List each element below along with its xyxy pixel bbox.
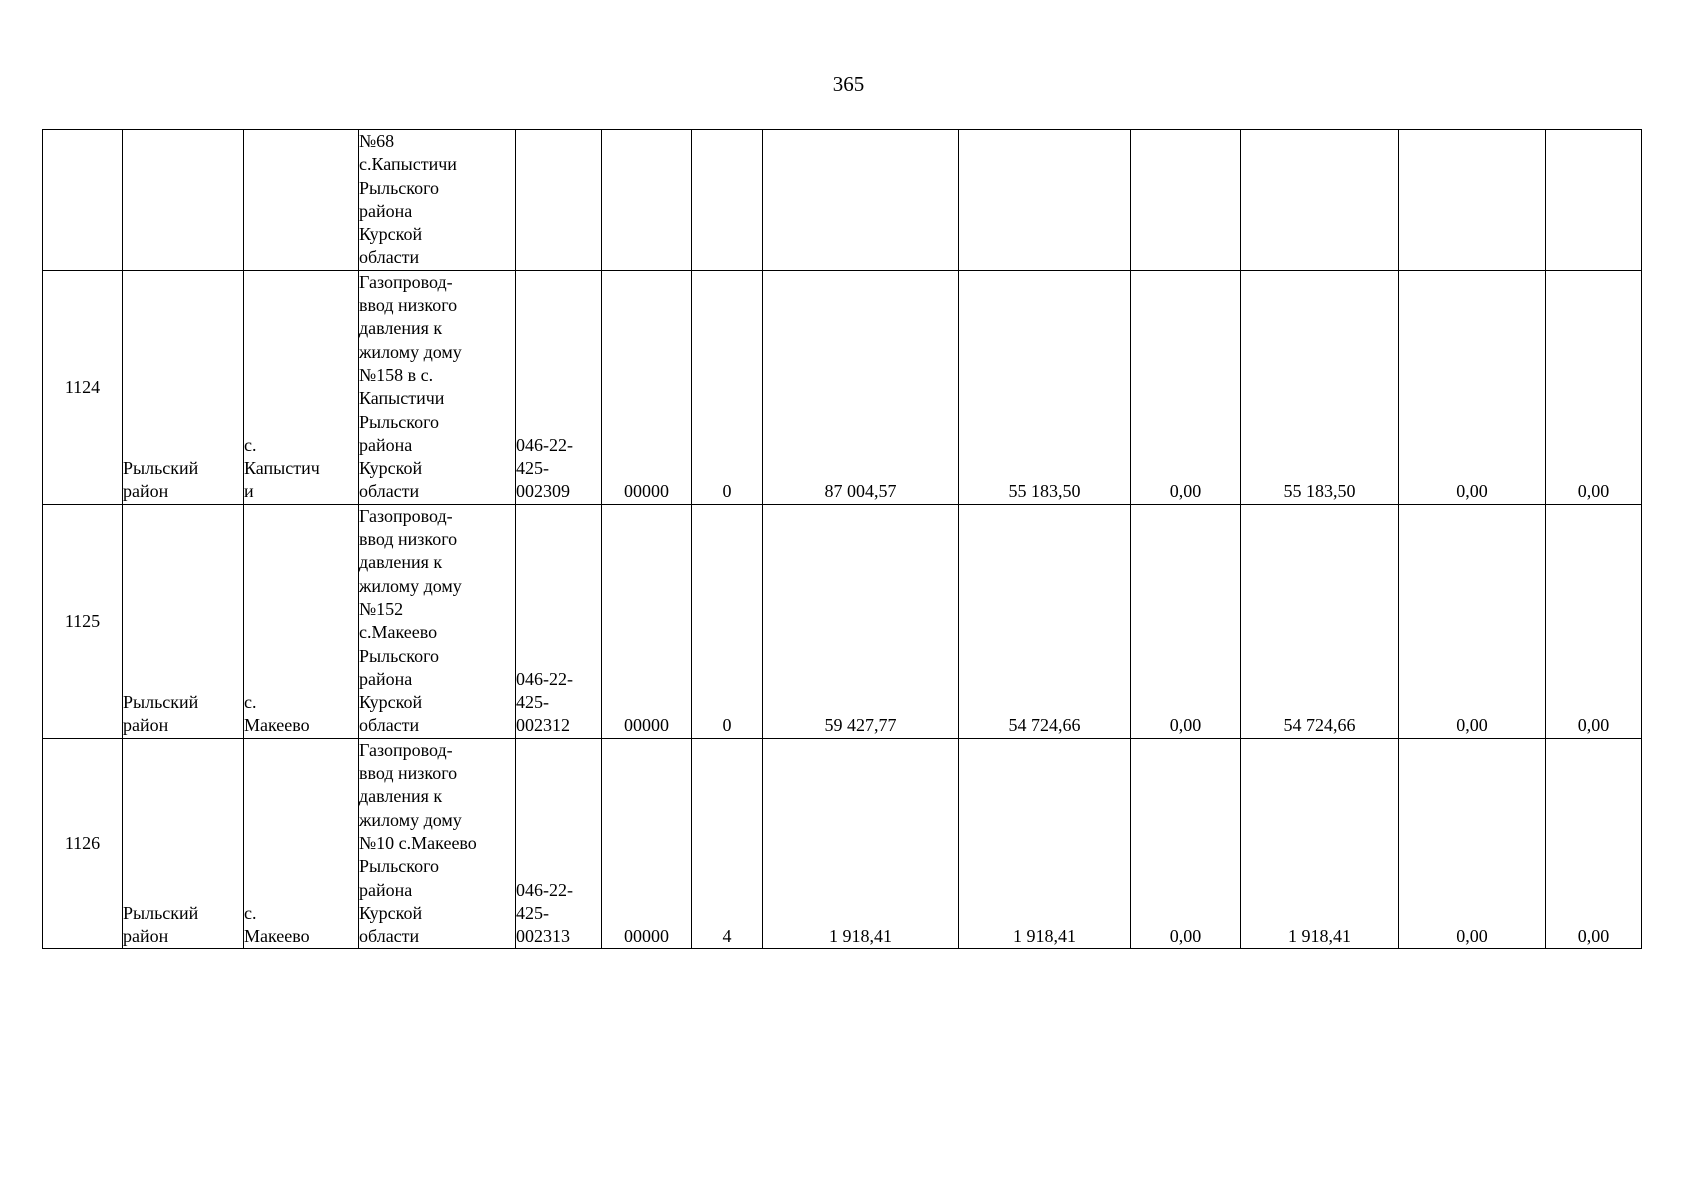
cell-code: 00000 [602, 738, 692, 949]
cell-value-2: 1 918,41 [959, 738, 1131, 949]
cell-value-5: 0,00 [1399, 270, 1546, 504]
cell-description: Газопровод- ввод низкого давления к жилому дому №158 в с. Капыстичи Рыльского района Курской области [359, 270, 516, 504]
cell-value-2: 55 183,50 [959, 270, 1131, 504]
cell-code: 00000 [602, 504, 692, 738]
cell-settlement [244, 130, 359, 271]
cell-value-6: 0,00 [1546, 738, 1642, 949]
cell-settlement: с. Макеево [244, 504, 359, 738]
cell-value-5 [1399, 130, 1546, 271]
cell-settlement: с. Макеево [244, 738, 359, 949]
cell-value-3: 0,00 [1131, 504, 1241, 738]
cell-count: 0 [692, 504, 763, 738]
cell-description: Газопровод- ввод низкого давления к жилому дому №10 с.Макеево Рыльского района Курской области [359, 738, 516, 949]
cell-value-4: 54 724,66 [1241, 504, 1399, 738]
cell-cadastral: 046-22- 425- 002309 [516, 270, 602, 504]
cell-cadastral [516, 130, 602, 271]
cell-num [43, 130, 123, 271]
cell-value-3: 0,00 [1131, 738, 1241, 949]
cell-value-1: 59 427,77 [763, 504, 959, 738]
cell-count: 4 [692, 738, 763, 949]
table-row [43, 738, 1642, 949]
cell-cadastral: 046-22- 425- 002312 [516, 504, 602, 738]
cell-value-1: 1 918,41 [763, 738, 959, 949]
cell-value-4 [1241, 130, 1399, 271]
cell-count [692, 130, 763, 271]
cell-value-6: 0,00 [1546, 270, 1642, 504]
cell-value-3: 0,00 [1131, 270, 1241, 504]
cell-code [602, 130, 692, 271]
table-row [43, 270, 1642, 504]
cell-value-1 [763, 130, 959, 271]
cell-district: Рыльский район [123, 738, 244, 949]
cell-value-3 [1131, 130, 1241, 271]
cell-description: Газопровод- ввод низкого давления к жилому дому №152 с.Макеево Рыльского района Курской области [359, 504, 516, 738]
cell-code: 00000 [602, 270, 692, 504]
cell-num: 1126 [43, 738, 123, 949]
cell-value-4: 55 183,50 [1241, 270, 1399, 504]
cell-num: 1124 [43, 270, 123, 504]
cell-value-6 [1546, 130, 1642, 271]
cell-description: №68 с.Капыстичи Рыльского района Курской области [359, 130, 516, 271]
cell-value-5: 0,00 [1399, 738, 1546, 949]
registry-table [42, 129, 1642, 949]
cell-value-2 [959, 130, 1131, 271]
cell-num: 1125 [43, 504, 123, 738]
cell-district: Рыльский район [123, 270, 244, 504]
table-row-continuation [43, 130, 1642, 271]
cell-district [123, 130, 244, 271]
cell-settlement: с. Капыстич и [244, 270, 359, 504]
cell-district: Рыльский район [123, 504, 244, 738]
page-number: 365 [832, 72, 865, 96]
cell-cadastral: 046-22- 425- 002313 [516, 738, 602, 949]
cell-value-2: 54 724,66 [959, 504, 1131, 738]
table-row [43, 504, 1642, 738]
cell-value-4: 1 918,41 [1241, 738, 1399, 949]
cell-value-5: 0,00 [1399, 504, 1546, 738]
cell-value-6: 0,00 [1546, 504, 1642, 738]
cell-value-1: 87 004,57 [763, 270, 959, 504]
cell-count: 0 [692, 270, 763, 504]
